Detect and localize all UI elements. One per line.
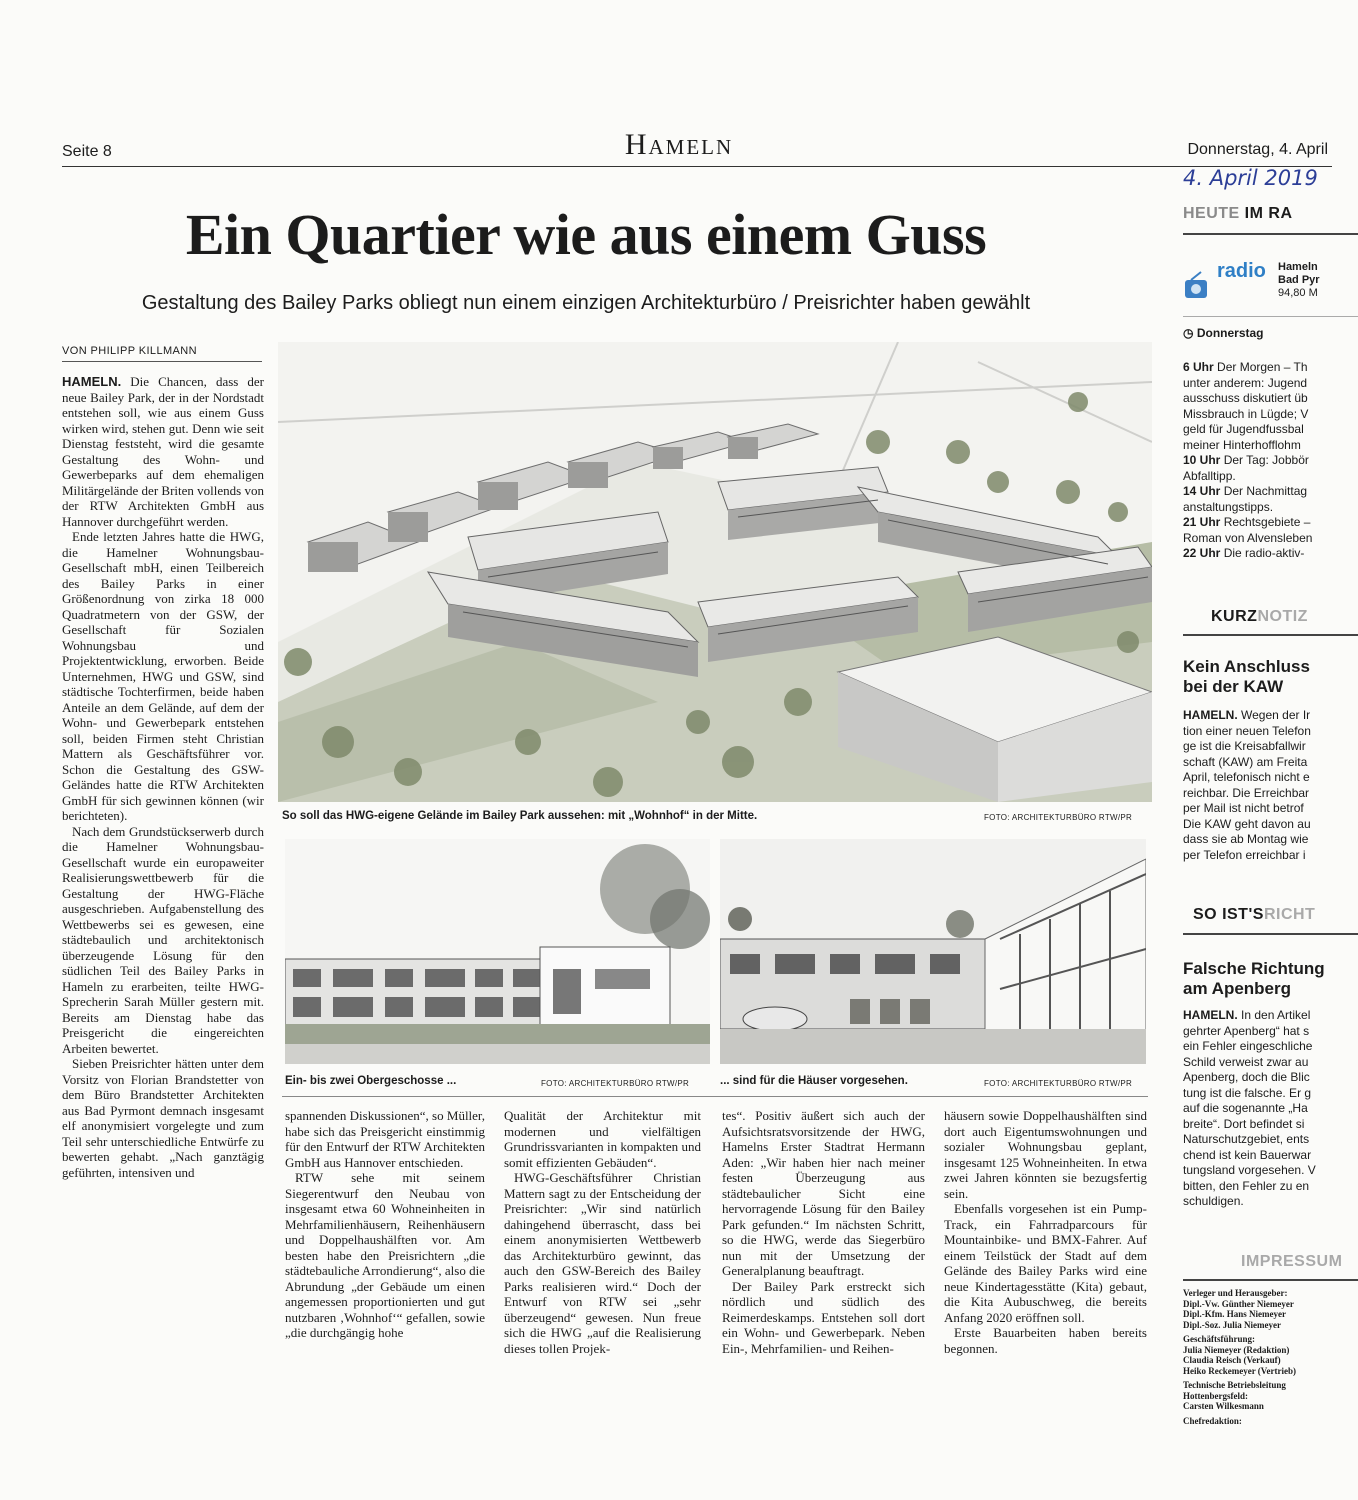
article-paragraph: HAMELN. Die Chancen, dass der neue Bailey Park, der in der Nordstadt entstehen soll, wie aus einem Guss wirken wird, stehen gut. Denn wie seit Dienstag feststeht, wird die gesamte Gestaltung des Wohn- und Gewerbeparks auf dem ehemaligen Militärgelände der Briten vollends von der RTW Architekten GmbH aus Hannover durchgeführt werden. <box>62 374 264 529</box>
photo-credit: FOTO: ARCHITEKTURBÜRO RTW/PR <box>984 1079 1133 1088</box>
section-title: Hameln <box>624 128 734 161</box>
program-line: Missbrauch in Lügde; V <box>1183 406 1309 421</box>
photo-caption: ... sind für die Häuser vorgesehen. <box>720 1075 908 1087</box>
program-line: 22 Uhr Die radio-aktiv- <box>1183 546 1305 560</box>
article-paragraph: Nach dem Grundstückserwerb durch die Hamelner Wohnungsbau-Gesellschaft wurde ein europaweiter Realisierungswettbewerb für die Gestaltung der HWG-Fläche ausgeschrieben. Aufgabenstellung des Wettbewerbs sei es gewesen, eine städtebaulich und architektonisch überzeugende Lösung für den südlichen Teil des Bailey Parks in Hameln zu erarbeiten, teilte HWG-Sprecherin Sarah Müller gestern mit. Bereits am Dienstag habe das Preisgericht die eingereichten Arbeiten bewertet. <box>62 823 264 1056</box>
program-line: 10 Uhr Der Tag: Jobbör <box>1183 453 1309 467</box>
article-paragraph: spannenden Diskussionen“, so Müller, habe sich das Preisgericht einstimmig für den Entwurf der RTW Architekten GmbH aus Hannover entschieden. <box>285 1108 485 1170</box>
program-line: meiner Hinterhofflohm <box>1183 437 1301 452</box>
article-column-3 <box>504 1108 701 1356</box>
sidebar-rule <box>1183 233 1358 235</box>
masthead-rule <box>62 166 1332 167</box>
radio-program-list <box>1183 360 1358 562</box>
sidebar-impressum-heading: IMPRESSUM <box>1241 1253 1343 1270</box>
photo-credit: FOTO: ARCHITEKTURBÜRO RTW/PR <box>541 1079 690 1088</box>
program-line: 14 Uhr Der Nachmittag <box>1183 484 1308 498</box>
kurznotiz-title: Kein Anschluss bei der KAW <box>1183 657 1310 696</box>
article-paragraph: Erste Bauarbeiten haben bereits begonnen. <box>944 1325 1147 1356</box>
sidebar-divider <box>1183 316 1358 317</box>
dateline: HAMELN. <box>62 374 122 389</box>
radio-logo-word: radio <box>1217 260 1266 282</box>
sidebar-kurznotiz-heading: KURZNOTIZ <box>1211 608 1308 625</box>
page-number: Seite 8 <box>62 143 112 160</box>
handwritten-date: 4. April 2019 <box>1183 166 1318 190</box>
article-paragraph: häusern sowie Doppelhaushälften sind dort auch Eigentumswohnungen und sozialer Wohnungsbau geplant, insgesamt 125 Wohneinheiten. In etwa zwei Jahren könnten sie bezugsfertig sein. <box>944 1108 1147 1201</box>
radio-logo <box>1183 260 1358 304</box>
program-line: geld für Jugendfussbal <box>1183 422 1304 436</box>
article-paragraph: Qualität der Architektur mit modernen und vielfältigen Grundrissvarianten in kompakten und somit effizienten Gebäuden“. <box>504 1108 701 1170</box>
article-subheadline: Gestaltung des Bailey Parks obliegt nun einem einzigen Architekturbüro / Preisrichter haben gewählt <box>141 292 1031 314</box>
sidebar-richtig-heading: SO IST'SRICHT <box>1193 906 1316 923</box>
program-line: unter anderem: Jugend <box>1183 375 1308 390</box>
impressum-text: Verleger und Herausgeber: Dipl.-Vw. Günther Niemeyer Dipl.-Kfm. Hans Niemeyer Dipl.-Soz. Julia Niemeyer Geschäftsführung: Julia Niemeyer (Redaktion) Claudia Reisch (Verkauf) Heiko Reckemeyer (Vertrieb) Technische Betriebsleitung Hottenbergsfeld: Carsten Wilkesmann Chefredaktion: <box>1183 1288 1296 1426</box>
courtyard-photo <box>720 839 1146 1064</box>
photo-caption: Ein- bis zwei Obergeschosse ... <box>285 1075 457 1087</box>
article-headline: Ein Quartier wie aus einem Guss <box>185 202 987 267</box>
program-day: ◷ Donnerstag <box>1183 326 1264 340</box>
program-line: 6 Uhr Der Morgen – Th <box>1183 360 1308 374</box>
article-paragraph: HWG-Geschäftsführer Christian Mattern sagt zu der Entscheidung der Preisrichter: „Wir sind natürlich dahingehend überrascht, dass bei einem anonymisierten Wettbewerb das Architekturbüro gewinnt, das auch den GSW-Bereich des Bailey Parks realisieren wird.“ Doch der Entwurf von RTW sei „sehr überzeugend“ gewesen. Nun freue sich die HWG „auf die Realisierung dieses tollen Projek- <box>504 1170 701 1356</box>
article-paragraph: Sieben Preisrichter hätten unter dem Vorsitz von Florian Brandstetter von dem Büro Brandstetter Architekten aus Bad Pyrmont demnach insgesamt elf anonymisiert vorgelegte und zum Teil sehr unterschiedliche Entwürfe zu bewerten gehabt. „Nach ganztägig geführten, intensiven und <box>62 1056 264 1180</box>
sidebar-rule <box>1183 1279 1358 1281</box>
kurznotiz-text: HAMELN. Wegen der Ir tion einer neuen Telefon ge ist die Kreisabfallwir schaft (KAW) am Freita April, telefonisch nicht e reichbar. Die Erreichbar per Mail ist nicht betrof Die KAW geht davon au dass sie ab Montag wie per Telefon erreichbar i <box>1183 708 1311 862</box>
sidebar-heute-heading: HEUTE IM RA <box>1183 205 1293 222</box>
clock-icon: ◷ <box>1183 326 1194 340</box>
street-rendering-image <box>285 839 710 1064</box>
aerial-rendering-image <box>278 342 1152 802</box>
program-line: Abfalltipp. <box>1183 468 1236 483</box>
station-info: Hameln Bad Pyr 94,80 M <box>1278 261 1320 299</box>
street-view-photo <box>285 839 710 1064</box>
photo-credit: FOTO: ARCHITEKTURBÜRO RTW/PR <box>984 813 1133 822</box>
program-line: 21 Uhr Rechtsgebiete – <box>1183 515 1311 529</box>
article-column-4 <box>722 1108 925 1356</box>
program-line: Roman von Alvensleben <box>1183 530 1313 545</box>
courtyard-rendering-image <box>720 839 1146 1064</box>
byline-rule <box>62 361 262 362</box>
richtig-title: Falsche Richtung am Apenberg <box>1183 959 1325 998</box>
article-column-5 <box>944 1108 1147 1356</box>
main-rendering-photo <box>278 342 1152 802</box>
article-paragraph: Ebenfalls vorgesehen ist ein Pump-Track, ein Fahrradparcours für Mountainbike- und BMX-Fahrer. Auf einem Teilstück der Stadt auf dem Gelände des Bailey Parks wird eine neue Kindertagesstätte (Kita) gebaut, die Kita Aubuschweg, die bereits Anfang 2020 eröffnen soll. <box>944 1201 1147 1325</box>
photo-caption: So soll das HWG-eigene Gelände im Bailey Park aussehen: mit „Wohnhof“ in der Mitte. <box>282 810 758 822</box>
photo-separator <box>282 1096 1148 1097</box>
article-paragraph: tes“. Positiv äußert sich auch der Aufsichtsratsvorsitzende der HWG, Hamelns Erster Stadtrat Hermann Aden: „Wir haben hier nach meiner festen Überzeugung aus städtebaulicher Sicht eine hervorragende Lösung für den Bailey Park gefunden.“ Im nächsten Schritt, so die HWG, werde das Siegerbüro nun mit der Umsetzung der Generalplanung beauftragt. <box>722 1108 925 1278</box>
program-line: ausschuss diskutiert üb <box>1183 391 1308 405</box>
article-paragraph: Der Bailey Park erstreckt sich nördlich und südlich des Reimerdeskamps. Entstehen soll dort ein Wohn- und Gewerbepark. Neben Ein-, Mehrfamilien- und Reihen- <box>722 1278 925 1356</box>
article-column-2 <box>285 1108 485 1341</box>
article-paragraph: RTW sehe mit seinem Siegerentwurf den Neubau von insgesamt etwa 60 Wohneinheiten in Mehrfamilienhäusern, Reihenhäusern und Doppelhaushälften vor. Am besten habe den Preisrichtern „die städtebauliche Arrondierung“, also die Abrundung „der Gebäude um einen angemessen proportionierten und gut nutzbaren ‚Wohnhof‘“ gefallen, sowie „die durchgängig hohe <box>285 1170 485 1340</box>
sidebar-rule <box>1183 634 1358 636</box>
radio-icon <box>1183 270 1213 300</box>
richtig-text: HAMELN. In den Artikel gehrter Apenberg“ hat s ein Fehler eingeschliche Schild verweist zwar au Apenberg, doch die Blic tung ist die falsche. Er g auf die sogenannte „Ha breite“. Dort befindet si Naturschutzgebiet, ents chend ist kein Bauerwar tungsland vorgesehen. V bitten, den Fehler zu en schuldigen. <box>1183 1008 1316 1208</box>
program-line: anstaltungstipps. <box>1183 499 1274 514</box>
article-paragraph: Ende letzten Jahres hatte die HWG, die Hamelner Wohnungsbau-Gesellschaft mbH, einen Teilbereich des Bailey Parks in einer Größenordnung von zirka 18 000 Quadratmetern von der GSW, der Gesellschaft für Sozialen Wohnungsbau und Projektentwicklung, erworben. Beide Unternehmen, HWG und GSW, sind städtische Tochterfirmen, beide haben Anteile an dem Gelände, auf dem der Wohn- und Gewerbepark entstehen soll, beiden Firmen steht Christian Mattern als Geschäftsführer vor. Schon die Gestaltung des GSW-Geländes hatte die RTW Architekten GmbH für sich gewinnen können (wir berichteten). <box>62 529 264 823</box>
article-column-1 <box>62 374 264 1180</box>
sidebar-rule <box>1183 933 1358 935</box>
byline: VON PHILIPP KILLMANN <box>62 345 197 357</box>
issue-date: Donnerstag, 4. April <box>1187 141 1328 158</box>
